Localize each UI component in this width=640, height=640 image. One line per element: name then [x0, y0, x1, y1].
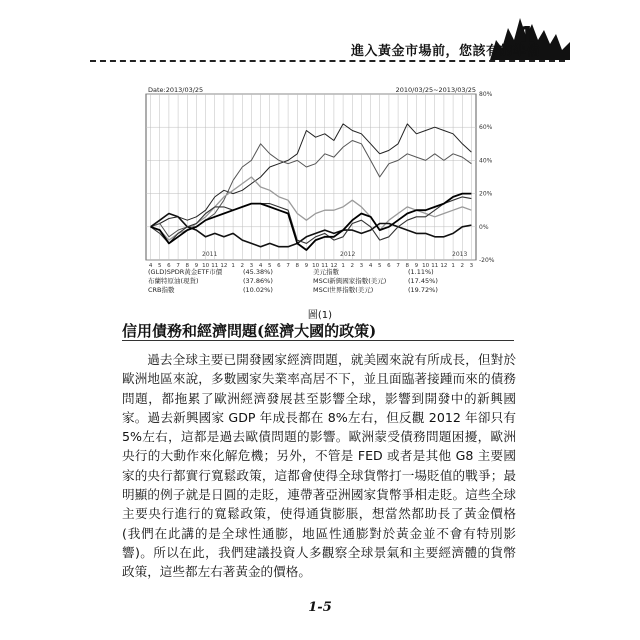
x-tick-label: 1: [451, 263, 455, 269]
x-tick-label: 6: [167, 263, 171, 269]
y-tick-label: 20%: [479, 190, 493, 198]
x-tick-label: 1: [341, 263, 345, 269]
legend-entry-crb: [148, 286, 313, 295]
legend-value: (17.45%): [408, 277, 438, 285]
year-label-2012: 2012: [340, 251, 356, 258]
x-tick-label: 10: [202, 263, 210, 269]
x-tick-label: 5: [378, 263, 382, 269]
legend-row: [148, 286, 478, 295]
body-paragraph: 過去全球主要已開發國家經濟問題，就美國來說有所成長，但對於歐洲地區來說，多數國家失業率高居不下，並且面臨著接踵而來的債務問題，都拖累了歐洲經濟發展甚至影響全球，影響到開發中的新興國家。過去新興國家 GDP 年成長都在 8%左右，但反觀 2012 年卻只有 5%左右，這都是過去歐債問題的影響。歐洲蒙受債務問題困擾，歐洲央行的大動作來化解危機；另外，不管是 FED 或者是其他 G8 主要國家的央行都實行寬鬆政策，這都會使得全球貨幣打一場貶值的戰爭；最明顯的例子就是日圓的走貶，連帶著亞洲國家貨幣爭相走貶。這些全球主要央行進行的寬鬆政策，使得通貨膨脹，想當然都助長了黃金價格(我們在此講的是全球性通膨，地區性通膨對於黃金並不會有特別影響)。所以在此，我們建議投資人多觀察全球景氣和主要經濟體的貨幣政策，這些都左右著黃金的價格。: [122, 352, 516, 580]
x-tick-label: 11: [211, 263, 219, 269]
x-tick-label: 11: [321, 263, 329, 269]
page-header: [0, 0, 640, 64]
x-tick-label: 5: [268, 263, 272, 269]
x-tick-label: 8: [295, 263, 299, 269]
x-tick-label: 2: [460, 263, 464, 269]
legend-name: 布蘭特原油(現貨): [148, 277, 199, 285]
legend-value: (19.72%): [408, 286, 438, 294]
header-dashed-rule: [90, 60, 565, 62]
x-tick-label: 6: [277, 263, 281, 269]
x-tick-label: 3: [359, 263, 364, 269]
x-tick-label: 12: [220, 263, 228, 269]
legend-entry-gld: [148, 268, 313, 277]
body-text: [122, 350, 516, 582]
legend-entry-usd-index: [313, 268, 478, 277]
x-tick-label: 4: [368, 263, 373, 269]
x-tick-label: 9: [194, 263, 199, 269]
legend-value: (10.02%): [243, 286, 273, 294]
x-tick-label: 3: [249, 263, 254, 269]
legend-name: (GLD)SPDR黃金ETF市價: [148, 268, 223, 276]
legend-entry-brent: [148, 277, 313, 286]
x-tick-label: 12: [440, 263, 448, 269]
year-label-2013: 2013: [452, 251, 468, 258]
y-tick-label: 0%: [479, 223, 489, 231]
section-underline: [122, 340, 514, 341]
page-number: 1-5: [308, 600, 332, 615]
x-tick-label: 11: [431, 263, 439, 269]
section-heading: 信用債務和經濟問題(經濟大國的政策): [122, 322, 377, 340]
x-tick-label: 7: [286, 263, 290, 269]
legend-value: (1.11%): [408, 268, 434, 276]
x-tick-label: 2: [350, 263, 354, 269]
y-tick-label: -20%: [479, 257, 495, 264]
x-tick-label: 10: [422, 263, 430, 269]
x-tick-label: 6: [387, 263, 391, 269]
x-tick-label: 5: [158, 263, 162, 269]
legend-name: 美元指數: [313, 268, 339, 276]
x-tick-label: 7: [176, 263, 180, 269]
legend-name: MSCI新興國家指數(美元): [313, 277, 387, 285]
year-label-2011: 2011: [202, 251, 218, 258]
y-tick-label: 80%: [479, 91, 493, 98]
x-tick-label: 2: [240, 263, 244, 269]
y-tick-label: 60%: [479, 124, 493, 132]
legend-name: MSCI世界指數(美元): [313, 286, 374, 294]
legend-entry-msci-world: [313, 286, 478, 295]
x-tick-label: 1: [231, 263, 235, 269]
legend-value: (37.86%): [243, 277, 273, 285]
legend-row: [148, 268, 478, 277]
chart-date-label: Date:2013/03/25: [148, 86, 204, 94]
legend-row: [148, 277, 478, 286]
x-tick-label: 3: [469, 263, 474, 269]
x-tick-label: 12: [330, 263, 338, 269]
x-tick-label: 7: [396, 263, 400, 269]
x-tick-label: 9: [414, 263, 419, 269]
x-tick-label: 8: [405, 263, 409, 269]
x-tick-label: 4: [148, 263, 153, 269]
x-tick-label: 10: [312, 263, 320, 269]
figure-caption: 圖(1): [307, 310, 333, 321]
legend-name: CRB指數: [148, 286, 175, 294]
chapter-number: 1: [517, 22, 536, 52]
legend-entry-msci-em: [313, 277, 478, 286]
legend-value: (45.38%): [243, 268, 273, 276]
y-tick-label: 40%: [479, 157, 493, 165]
x-tick-label: 9: [304, 263, 309, 269]
x-tick-label: 8: [185, 263, 189, 269]
chart-legend: [148, 268, 478, 295]
x-tick-label: 4: [258, 263, 263, 269]
running-header-title: 進入黃金市場前，您該有的準備: [350, 44, 540, 59]
chart-range-label: 2010/03/25~2013/03/25: [395, 86, 476, 94]
